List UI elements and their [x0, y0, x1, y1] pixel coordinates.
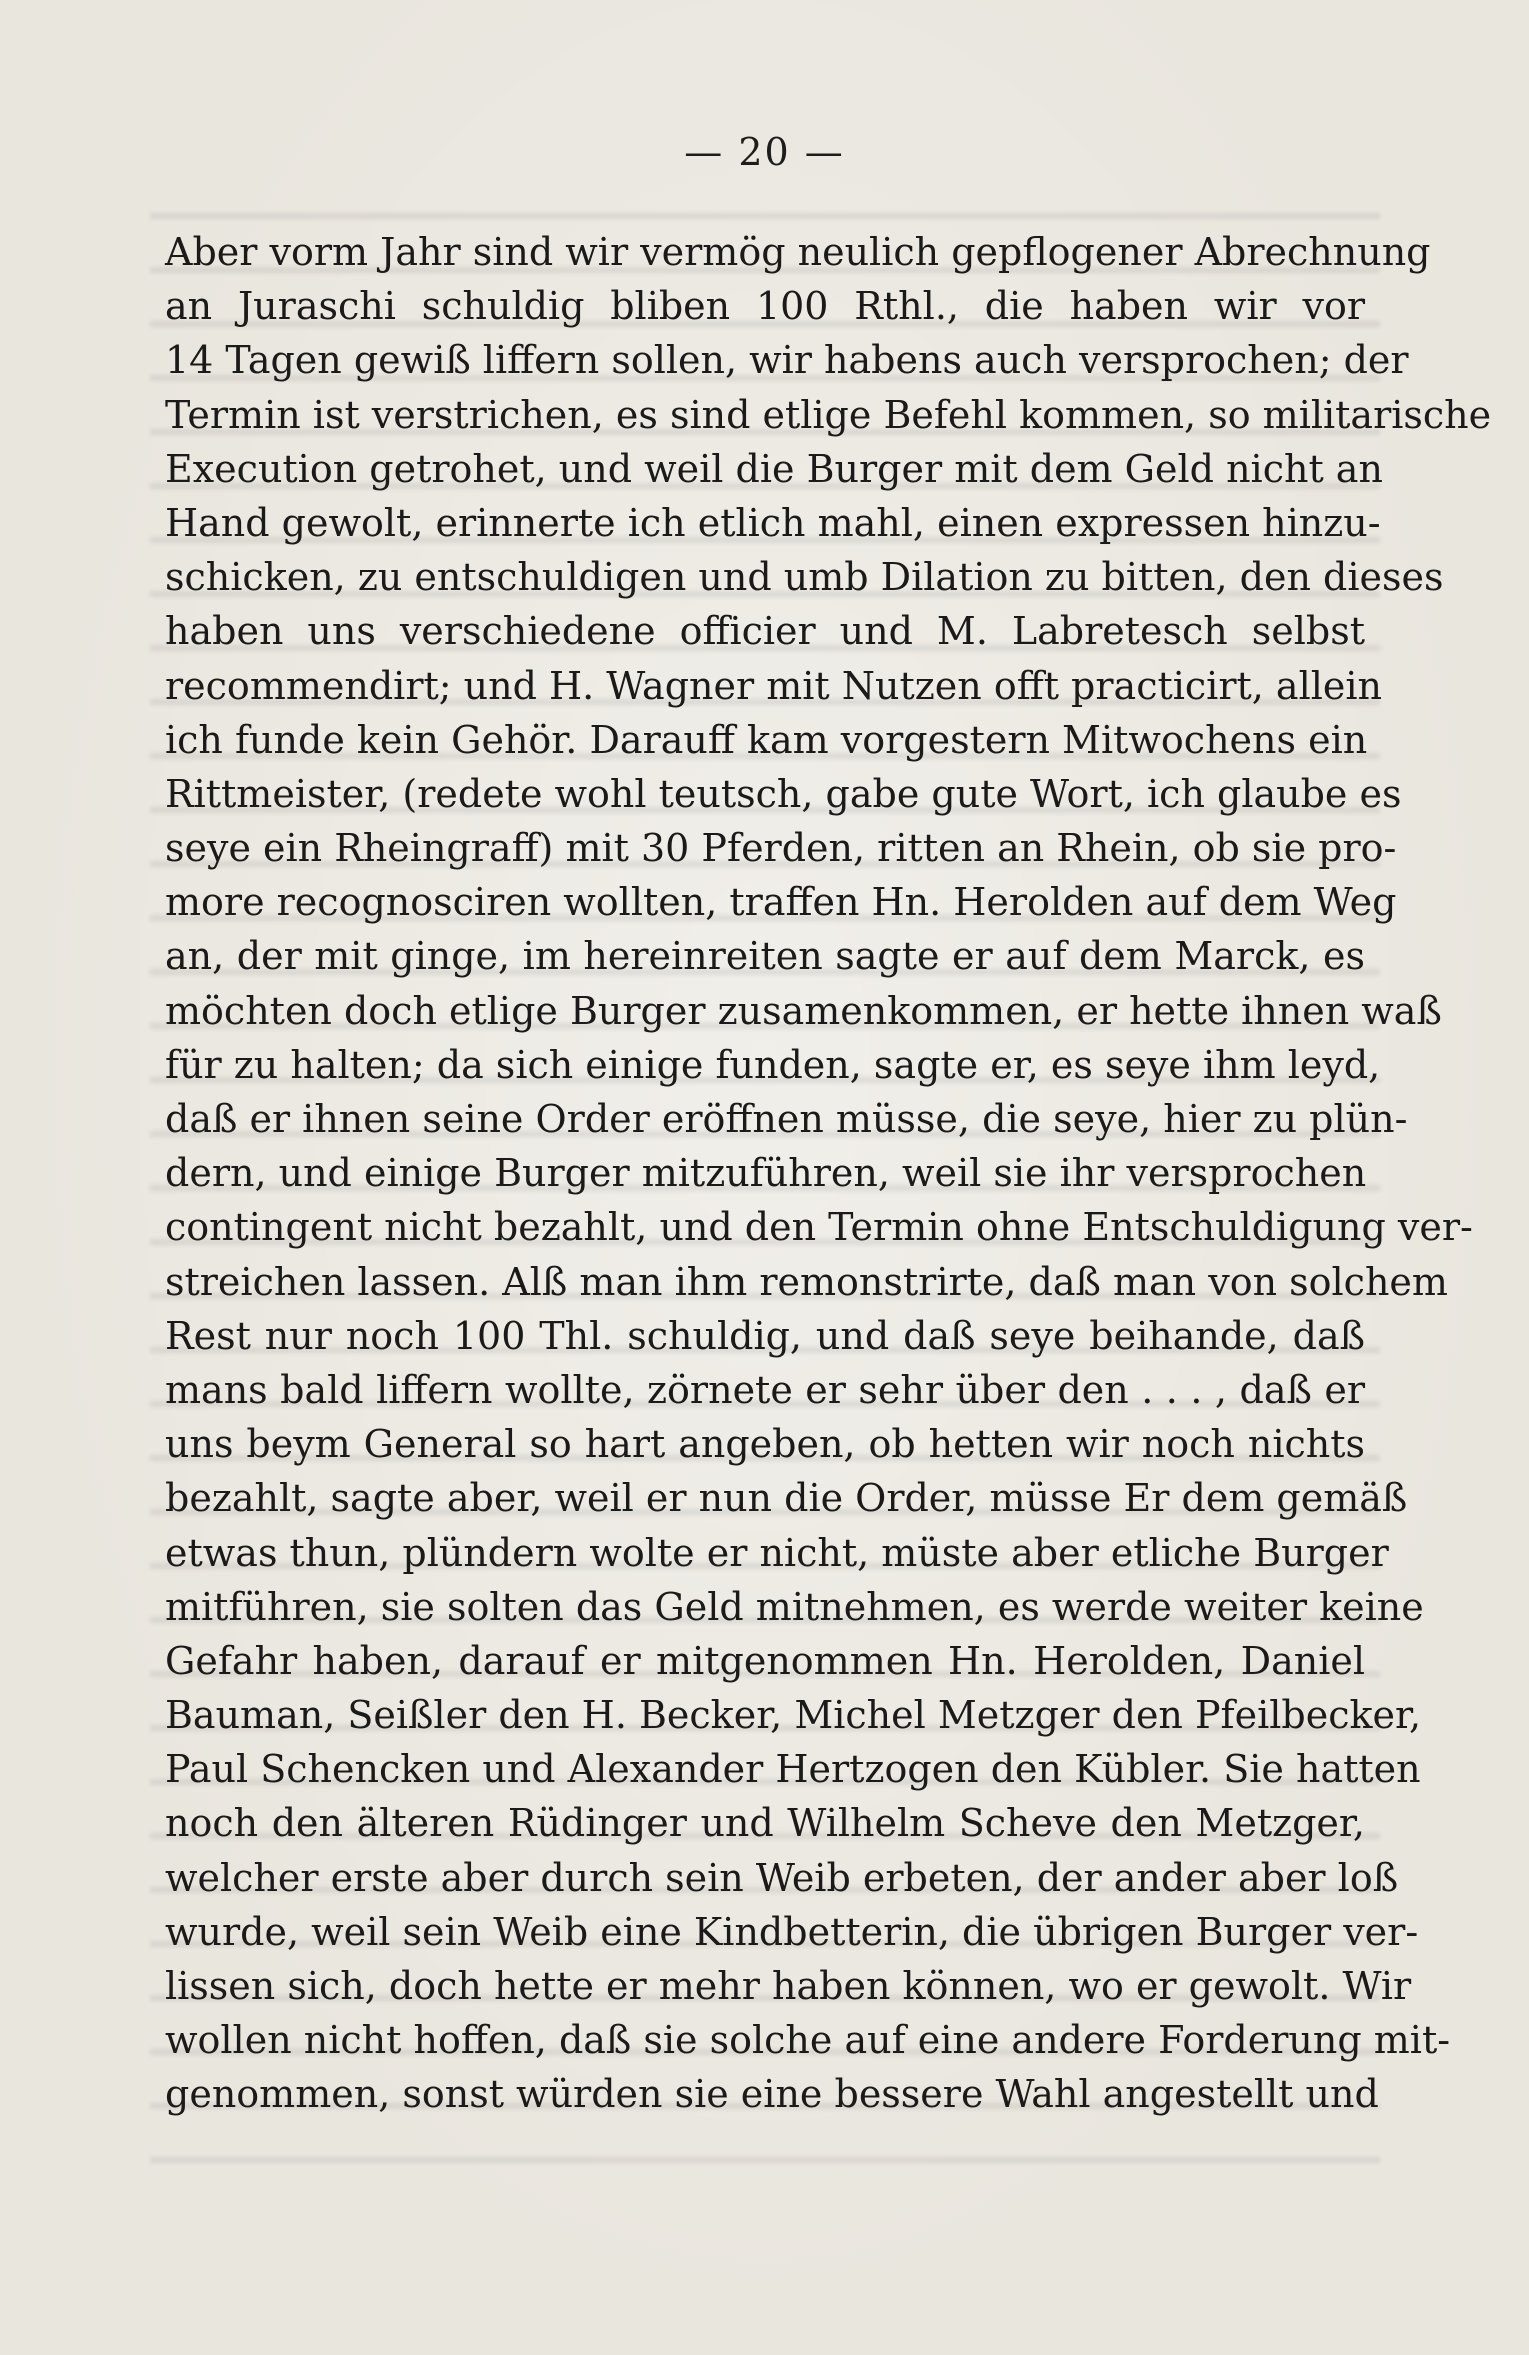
text-line: wollen nicht hoffen, daß sie solche auf eine andere Forderung mit-: [165, 2018, 1451, 2063]
text-line: an Juraschi schuldig bliben 100 Rthl., die haben wir vor: [165, 284, 1365, 329]
text-line: für zu halten; da sich einige funden, sagte er, es seye ihm leyd,: [165, 1042, 1381, 1087]
text-line: Rittmeister, (redete wohl teutsch, gabe gute Wort, ich glaube es: [165, 771, 1402, 816]
text-line: bezahlt, sagte aber, weil er nun die Order, müsse Er dem gemäß: [165, 1476, 1408, 1521]
text-line: welcher erste aber durch sein Weib erbeten, der ander aber loß: [165, 1855, 1399, 1900]
text-line: möchten doch etlige Burger zusamenkommen, er hette ihnen waß: [165, 988, 1442, 1033]
text-line: haben uns verschiedene officier und M. Labretesch selbst: [165, 609, 1365, 654]
text-line: Bauman, Seißler den H. Becker, Michel Metzger den Pfeilbecker,: [165, 1693, 1422, 1738]
page-number: — 20 —: [684, 130, 845, 174]
text-line: lissen sich, doch hette er mehr haben können, wo er gewolt. Wir: [165, 1964, 1412, 2008]
text-line: dern, und einige Burger mitzuführen, weil sie ihr versprochen: [165, 1151, 1367, 1196]
text-line: recommendirt; und H. Wagner mit Nutzen offt practicirt, allein: [165, 663, 1383, 708]
text-line: wurde, weil sein Weib eine Kindbetterin, die übrigen Burger ver-: [165, 1909, 1419, 1954]
body-text: [165, 225, 1492, 2122]
text-line: Termin ist verstrichen, es sind etlige Befehl kommen, so militarische: [165, 392, 1492, 437]
text-line: schicken, zu entschuldigen und umb Dilation zu bitten, den dieses: [165, 555, 1444, 600]
text-line: contingent nicht bezahlt, und den Termin ohne Entschuldigung ver-: [165, 1205, 1473, 1250]
text-line: ich funde kein Gehör. Darauff kam vorgestern Mitwochens ein: [165, 717, 1368, 762]
text-line: Gefahr haben, darauf er mitgenommen Hn. Herolden, Daniel: [165, 1638, 1365, 1683]
text-line: Rest nur noch 100 Thl. schuldig, und daß seye beihande, daß: [165, 1313, 1365, 1358]
text-line: genommen, sonst würden sie eine bessere Wahl angestellt und: [165, 2072, 1379, 2117]
text-line: mans bald liffern wollte, zörnete er sehr über den . . . , daß er: [165, 1367, 1365, 1412]
text-line: etwas thun, plündern wolte er nicht, müste aber etliche Burger: [165, 1530, 1389, 1575]
text-line: Aber vorm Jahr sind wir vermög neulich gepflogener Abrechnung: [165, 230, 1431, 274]
text-line: streichen lassen. Alß man ihm remonstrirte, daß man von solchem: [165, 1259, 1448, 1304]
text-line: daß er ihnen seine Order eröffnen müsse, die seye, hier zu plün-: [165, 1097, 1408, 1141]
text-line: mitführen, sie solten das Geld mitnehmen, es werde weiter keine: [165, 1584, 1424, 1629]
text-line: seye ein Rheingraff) mit 30 Pferden, ritten an Rhein, ob sie pro-: [165, 826, 1397, 871]
text-line: uns beym General so hart angeben, ob hetten wir noch nichts: [165, 1422, 1365, 1467]
text-line: Hand gewolt, erinnerte ich etlich mahl, einen expressen hinzu-: [165, 500, 1381, 545]
text-line: an, der mit ginge, im hereinreiten sagte er auf dem Marck, es: [165, 934, 1365, 979]
text-line: 14 Tagen gewiß liffern sollen, wir habens auch versprochen; der: [165, 338, 1409, 383]
text-line: Execution getrohet, und weil die Burger mit dem Geld nicht an: [165, 446, 1383, 491]
text-line: noch den älteren Rüdinger und Wilhelm Scheve den Metzger,: [165, 1801, 1365, 1846]
text-line: more recognosciren wollten, traffen Hn. Herolden auf dem Weg: [165, 880, 1397, 925]
text-line: Paul Schencken und Alexander Hertzogen den Kübler. Sie hatten: [165, 1747, 1421, 1792]
